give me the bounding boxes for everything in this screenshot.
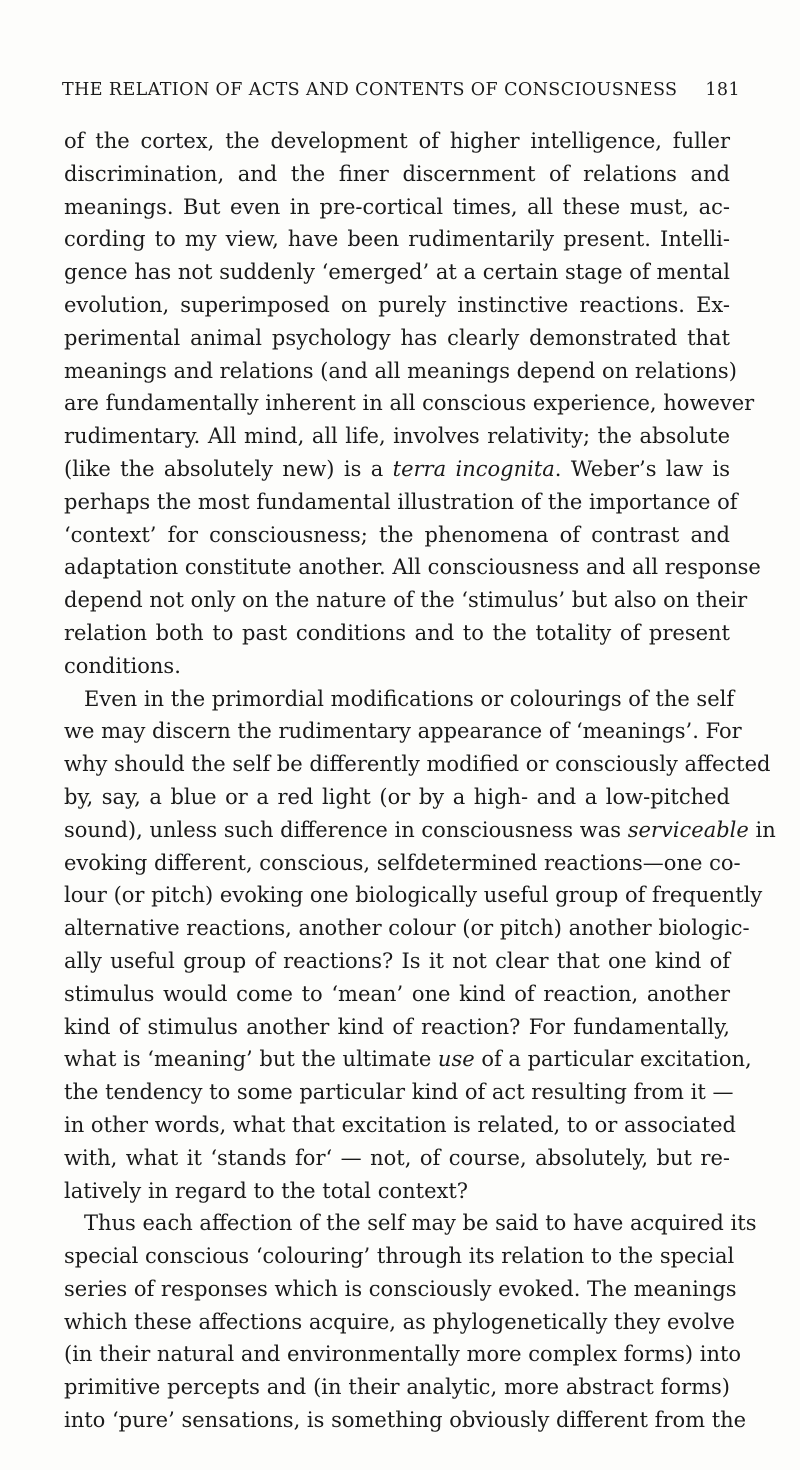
text-line: cording to my view, have been rudimentarily present. Intelli-	[64, 227, 730, 252]
text-line: perhaps the most fundamental illustration of the importance of	[64, 489, 738, 514]
page-header	[62, 80, 740, 100]
text-line: of the cortex, the development of higher intelligence, fuller	[64, 129, 730, 153]
text-line: evolution, superimposed on purely instinctive reactions. Ex-	[64, 292, 730, 317]
text-line: meanings and relations (and all meanings depend on relations)	[64, 358, 737, 383]
text-line: are fundamentally inherent in all conscious experience, however	[64, 391, 755, 416]
text-line: relation both to past conditions and to the totality of present	[64, 620, 730, 645]
text-line: evoking different, conscious, selfdetermined reactions—one co-	[64, 850, 741, 875]
text-line: by, say, a blue or a red light (or by a high- and a low-pitched	[64, 784, 730, 809]
text-line: ally useful group of reactions? Is it not clear that one kind of	[64, 948, 730, 973]
text-line: in other words, what that excitation is related, to or associated	[64, 1112, 736, 1137]
text-line: primitive percepts and (in their analytic, more abstract forms)	[64, 1375, 730, 1400]
text-line: special conscious ‘colouring’ through its relation to the special	[64, 1244, 735, 1269]
page-number: 181	[705, 80, 740, 100]
text-line: what is ‘meaning’ but the ultimate use of a particular excitation,	[64, 1047, 752, 1072]
text-line: rudimentary. All mind, all life, involves relativity; the absolute	[64, 424, 730, 449]
body-text	[64, 125, 776, 1437]
text-line: series of responses which is consciously evoked. The meanings	[64, 1276, 737, 1301]
text-line: alternative reactions, another colour (or pitch) another biologic-	[64, 916, 750, 941]
text-line: we may discern the rudimentary appearance of ‘meanings’. For	[64, 719, 742, 744]
text-line: why should the self be differently modified or consciously affected	[64, 752, 771, 777]
text-line: with, what it ‘stands for‘ — not, of course, absolutely, but re-	[64, 1145, 730, 1170]
text-line: kind of stimulus another kind of reaction? For fundamentally,	[64, 1014, 730, 1039]
running-head: THE RELATION OF ACTS AND CONTENTS OF CONSCIOUSNESS	[62, 80, 678, 100]
text-line: Even in the primordial modifications or colourings of the self	[84, 686, 735, 711]
text-line: meanings. But even in pre-cortical times, all these must, ac-	[64, 194, 730, 219]
text-line: ‘context’ for consciousness; the phenomena of contrast and	[64, 522, 730, 547]
text-line: Thus each affection of the self may be said to have acquired its	[84, 1211, 757, 1236]
text-line: conditions.	[64, 653, 181, 678]
text-line: perimental animal psychology has clearly demonstrated that	[64, 325, 730, 350]
text-line: the tendency to some particular kind of act resulting from it —	[64, 1080, 734, 1105]
text-line: stimulus would come to ‘mean’ one kind of reaction, another	[64, 981, 730, 1006]
text-line: gence has not suddenly ‘emerged’ at a certain stage of mental	[64, 260, 730, 285]
text-line: (like the absolutely new) is a terra incognita. Weber’s law is	[64, 456, 730, 481]
text-line: sound), unless such difference in consciousness was serviceable in	[64, 817, 776, 842]
text-line: adaptation constitute another. All consciousness and all response	[64, 555, 761, 580]
text-line: into ‘pure’ sensations, is something obviously different from the	[64, 1408, 747, 1433]
text-line: latively in regard to the total context?	[64, 1178, 469, 1203]
italic-term: terra incognita	[392, 456, 555, 481]
text-line: which these affections acquire, as phylogenetically they evolve	[64, 1309, 735, 1334]
text-line: depend not only on the nature of the ‘stimulus’ but also on their	[64, 588, 748, 613]
text-line: discrimination, and the finer discernment of relations and	[64, 161, 730, 186]
text-line: (in their natural and environmentally more complex forms) into	[64, 1342, 742, 1367]
italic-term: serviceable	[627, 817, 749, 842]
italic-term: use	[437, 1047, 475, 1072]
text-line: lour (or pitch) evoking one biologically useful group of frequently	[64, 883, 763, 908]
